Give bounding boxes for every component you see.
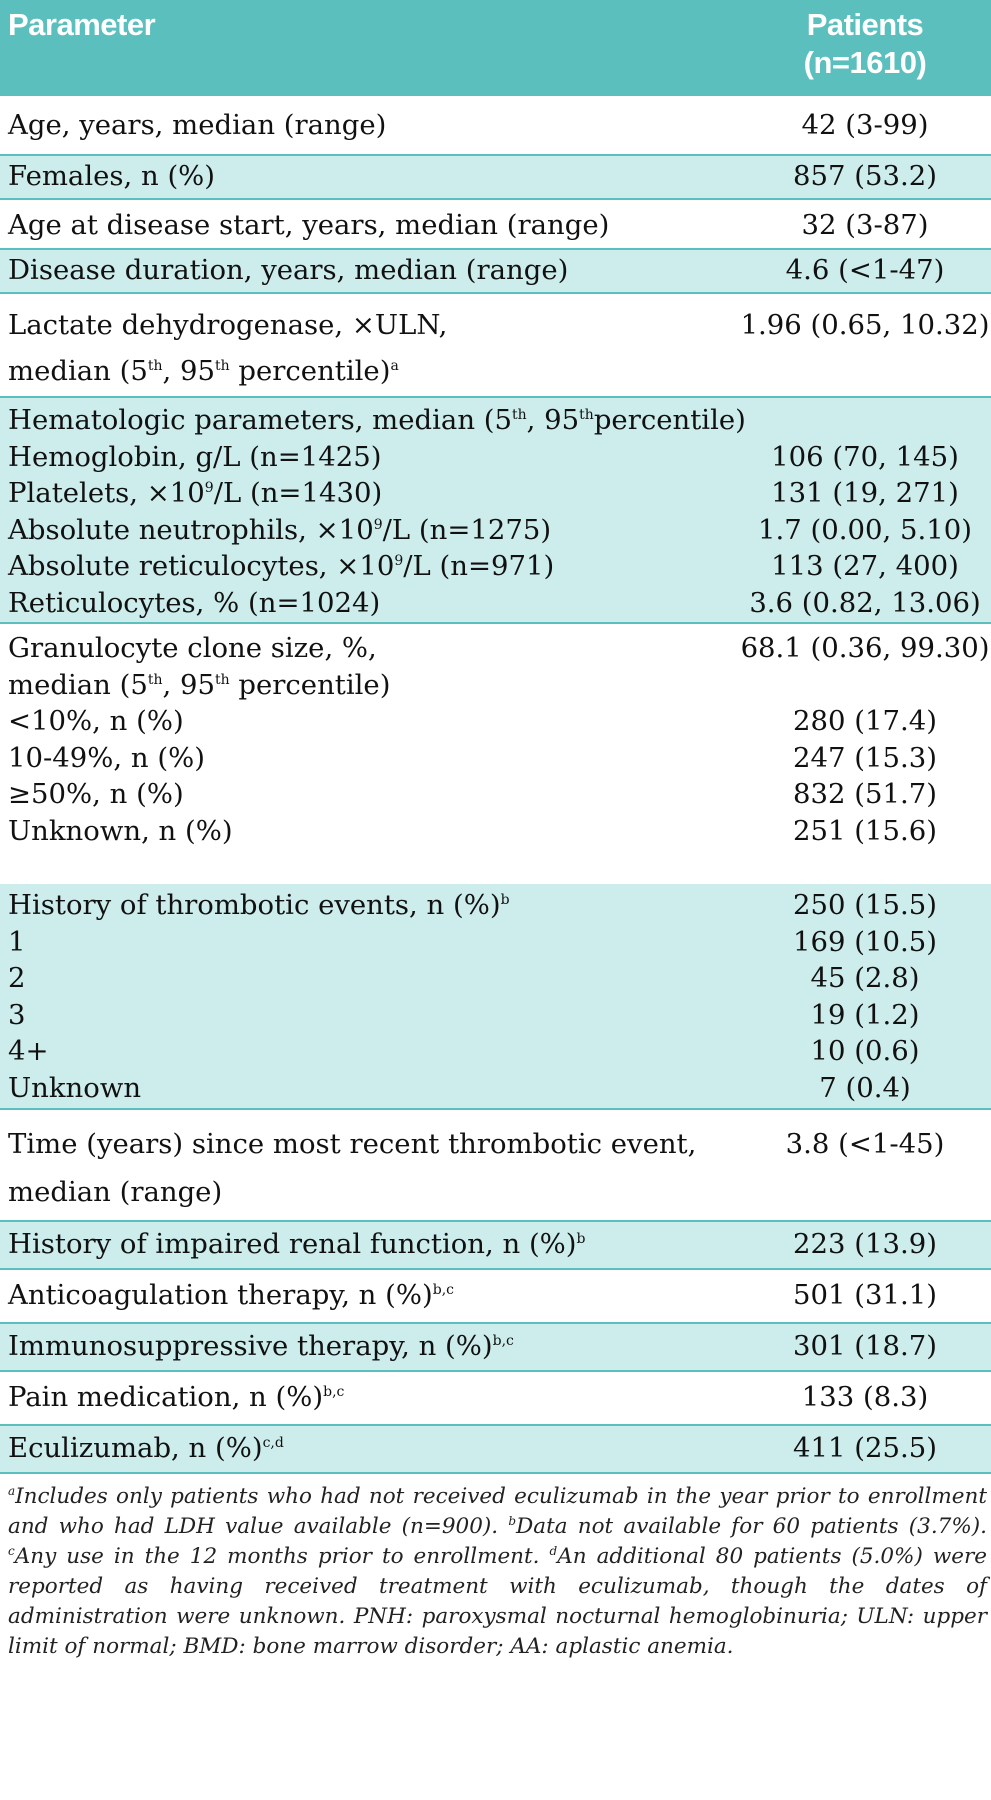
clone-label-line1: Granulocyte clone size, %, [8,632,377,664]
row-duration-value: 4.6 (<1-47) [785,254,945,286]
thrombo-item: Unknown 7 (0.4) [8,1071,911,1104]
thrombo-item: 2 45 (2.8) [8,962,920,994]
renal-value: 223 (13.9) [793,1228,937,1260]
clone-item: <10%, n (%) 280 (17.4) [8,705,937,737]
clone-item: ≥50%, n (%) 832 (51.7) [8,778,937,810]
clone-item: 10-49%, n (%) 247 (15.3) [8,741,937,774]
clone-value: 68.1 (0.36, 99.30) [740,632,990,664]
time-since-label-line2: median (range) [8,1176,223,1208]
row-ldh [0,294,991,398]
header-patients [739,6,991,82]
thrombo-item: 4+ 10 (0.6) [8,1035,920,1067]
row-females-label: Females, n (%) [8,160,216,192]
hema-heading: Hematologic parameters, median (5th, 95thpercentile) [8,404,746,436]
eculizumab-value: 411 (25.5) [793,1432,937,1464]
row-pain: Pain medication, n (%)$^{b,c}$ 133 (8.3) [0,1372,991,1426]
thrombo-label: History of thrombotic events, n (%) [8,889,501,921]
row-thrombotic [0,884,991,1110]
immuno-label: Immunosuppressive therapy, n (%) [8,1330,493,1362]
row-ldh-value: 1.96 (0.65, 10.32) [740,309,990,341]
thrombo-value: 250 (15.5) [793,889,937,921]
row-age-value: 42 (3-99) [801,109,929,141]
row-age-label: Age, years, median (range) [8,109,387,141]
time-since-value: 3.8 (<1-45) [785,1128,945,1160]
row-anticoag: Anticoagulation therapy, n (%)$^{b,c}$ 501 (31.1) [0,1270,991,1324]
renal-label: History of impaired renal function, n (%) [8,1228,577,1260]
row-renal: History of impaired renal function, n (%)$^b$ 223 (13.9) [0,1222,991,1270]
footnote-ref-a: a [390,357,399,374]
header-parameter: Parameter [8,7,156,42]
row-age [0,96,991,156]
row-time-since [0,1110,991,1222]
row-immuno: Immunosuppressive therapy, n (%)$^{b,c}$ 301 (18.7) [0,1324,991,1372]
row-duration [0,250,991,294]
hema-item: Hemoglobin, g/L (n=1425) 106 (70, 145) [8,440,959,473]
row-females [0,156,991,200]
hema-item: Platelets, $\times 10^9/L$ (n=1430) 131 (19, 271) [8,477,959,509]
thrombo-item: 3 19 (1.2) [8,998,920,1031]
row-duration-label: Disease duration, years, median (range) [8,254,569,286]
thrombo-item: 1 169 (10.5) [8,925,937,958]
anticoag-label: Anticoagulation therapy, n (%) [8,1279,433,1311]
row-females-value: 857 (53.2) [793,160,937,192]
row-clone [0,624,991,884]
hema-item: Reticulocytes, % (n=1024) 3.6 (0.82, 13.06) [8,586,981,619]
header-patients-line1: Patients [806,7,924,42]
clone-item: Unknown, n (%) 251 (15.6) [8,814,937,847]
row-hematologic [0,398,991,624]
header-patients-line2: (n=1610) [803,45,927,80]
pain-label: Pain medication, n (%) [8,1381,324,1413]
row-age-start [0,200,991,250]
row-eculizumab: Eculizumab, n (%)$^{c,d}$ 411 (25.5) [0,1426,991,1474]
hema-item: Absolute reticulocytes, $\times 10^9/L$ (n=971) 113 (27, 400) [8,550,959,582]
footnote-ref-b: b [500,891,510,908]
pain-value: 133 (8.3) [801,1381,929,1413]
row-age-start-value: 32 (3-87) [801,209,929,241]
time-since-label-line1: Time (years) since most recent thrombotic event, [8,1128,697,1160]
table-header [0,0,991,96]
table-footnote: $^a$Includes only patients who had not received eculizumab in the year prior to enrollment and who had LDH value available (n=900). $^b$Data not available for 60 patients (3.7%). $^c$Any use in the 12 months prior to enrollment. $^d$An additional 80 patients (5.0%) were reported as having received treatment with eculizumab, though the dates of administration were unknown. PNH: paroxysmal nocturnal hemoglobinuria; ULN: upper limit of normal; BMD: bone marrow disorder; AA: aplastic anemia. [8,1483,987,1659]
immuno-value: 301 (18.7) [793,1330,937,1362]
row-ldh-label-line2: median (5th, 95th percentile)$^a$ [8,355,399,387]
anticoag-value: 501 (31.1) [793,1279,937,1311]
row-age-start-label: Age at disease start, years, median (range) [8,209,610,241]
clone-label-line2: median (5th, 95th percentile) [8,668,391,701]
eculizumab-label: Eculizumab, n (%) [8,1432,263,1464]
hema-item: Absolute neutrophils, $\times 10^9/L$ (n=1275) 1.7 (0.00, 5.10) [8,513,972,546]
row-ldh-label-line1: Lactate dehydrogenase, ×ULN, [8,309,448,341]
